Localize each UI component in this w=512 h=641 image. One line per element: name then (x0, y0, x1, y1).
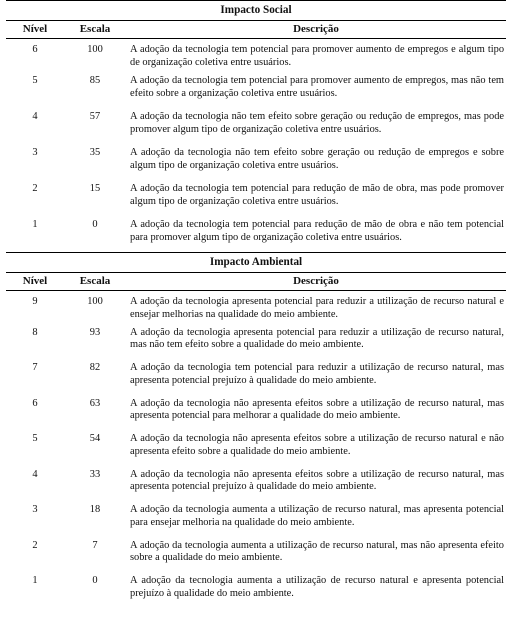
escala-cell: 100 (87, 296, 103, 307)
escala-cell: 93 (89, 326, 101, 338)
descricao-cell: A adoção da tecnologia não tem efeito sobre geração ou redução de empregos e sobre algum tipo de organização coletiva entre usuários. (130, 147, 505, 171)
descricao-cell: A adoção da tecnologia aumenta a utilização de recurso natural e apresenta potencial prejuízo à qualidade do meio ambiente. (130, 575, 505, 599)
descricao-cell: A adoção da tecnologia tem potencial para redução de mão de obra, mas pode promover algum tipo de organização coletiva entre usuários. (130, 183, 505, 207)
escala-cell: 54 (89, 433, 101, 444)
escala-cell: 15 (89, 183, 101, 194)
nivel-cell: 6 (32, 44, 38, 55)
table-row (6, 575, 506, 611)
descricao-cell: A adoção da tecnologia tem potencial para promover aumento de empregos, mas não tem efeito sobre a organização coletiva entre usuários. (130, 75, 505, 99)
escala-cell: 57 (89, 111, 101, 122)
escala-cell: 85 (89, 75, 101, 86)
nivel-header: Nível (6, 273, 64, 291)
table-row (6, 362, 506, 398)
descricao-cell: A adoção da tecnologia não apresenta efeitos sobre a utilização de recurso natural, mas apresenta potencial prejuízo à qualidade do meio ambiente. (130, 468, 505, 493)
descricao-cell: A adoção da tecnologia apresenta potencial para reduzir a utilização de recurso natural, mas não tem efeito sobre a qualidade do meio ambiente. (130, 326, 505, 351)
escala-cell: 0 (92, 575, 98, 586)
nivel-cell: 9 (32, 296, 38, 307)
table-row (6, 111, 506, 147)
table-row (6, 398, 506, 434)
nivel-cell: 1 (32, 575, 38, 586)
nivel-cell: 3 (32, 147, 38, 158)
table-row (6, 291, 506, 327)
environmental-impact-section (6, 253, 506, 611)
nivel-cell: 5 (32, 75, 38, 86)
escala-cell: 82 (89, 362, 101, 373)
table-row (6, 433, 506, 469)
table-row (6, 75, 506, 111)
table-row (6, 147, 506, 183)
nivel-cell: 8 (32, 326, 38, 338)
descricao-cell: A adoção da tecnologia aumenta a utilização de recurso natural, mas não apresenta efeito sobre a qualidade do meio ambiente. (130, 539, 505, 564)
table-row (6, 219, 506, 253)
impact-scale-table (6, 0, 506, 611)
social-section-title: Impacto Social (6, 1, 506, 21)
nivel-header: Nível (6, 21, 64, 39)
descricao-cell: A adoção da tecnologia aumenta a utilização de recurso natural, mas apresenta potencial para ensejar melhoria na qualidade do meio ambiente. (130, 504, 505, 528)
descricao-cell: A adoção da tecnologia não tem efeito sobre geração ou redução de empregos, mas pode promover algum tipo de organização coletiva entre usuários. (130, 111, 505, 135)
column-header-row (6, 273, 506, 291)
table-row (6, 183, 506, 219)
escala-cell: 7 (92, 539, 98, 551)
escala-cell: 0 (92, 219, 98, 230)
escala-cell: 18 (89, 504, 101, 515)
descricao-cell: A adoção da tecnologia tem potencial para reduzir a utilização de recurso natural, mas apresenta potencial prejuízo à qualidade do meio ambiente. (130, 362, 505, 386)
table-row (6, 504, 506, 540)
descricao-header: Descrição (126, 21, 506, 39)
table-row (6, 540, 506, 576)
section-title-row (6, 253, 506, 273)
social-impact-section (6, 1, 506, 253)
descricao-header: Descrição (126, 273, 506, 291)
escala-header: Escala (64, 273, 126, 291)
nivel-cell: 6 (32, 397, 38, 409)
column-header-row (6, 21, 506, 39)
section-title-row (6, 1, 506, 21)
nivel-cell: 2 (32, 539, 38, 551)
nivel-cell: 1 (32, 219, 38, 230)
descricao-cell: A adoção da tecnologia não apresenta efeitos sobre a utilização de recurso natural e não apresenta efeito sobre a qualidade do meio ambiente. (130, 433, 505, 457)
nivel-cell: 2 (32, 183, 38, 194)
nivel-cell: 5 (32, 433, 38, 444)
table-row (6, 39, 506, 76)
escala-cell: 100 (87, 44, 103, 55)
descricao-cell: A adoção da tecnologia não apresenta efeitos sobre a utilização de recurso natural, mas apresenta potencial para melhorar a qualidade do meio ambiente. (130, 397, 505, 422)
table-row (6, 327, 506, 363)
environmental-section-title: Impacto Ambiental (6, 253, 506, 273)
descricao-cell: A adoção da tecnologia tem potencial para promover aumento de empregos e algum tipo de organização coletiva entre usuários. (130, 44, 505, 68)
escala-header: Escala (64, 21, 126, 39)
escala-cell: 33 (89, 468, 101, 480)
nivel-cell: 7 (32, 362, 38, 373)
nivel-cell: 4 (32, 468, 38, 480)
escala-cell: 35 (89, 147, 101, 158)
nivel-cell: 4 (32, 111, 38, 122)
nivel-cell: 3 (32, 504, 38, 515)
descricao-cell: A adoção da tecnologia tem potencial para redução de mão de obra e não tem potencial para promover algum tipo de organização coletiva entre usuários. (130, 219, 505, 243)
table-row (6, 469, 506, 505)
escala-cell: 63 (89, 397, 101, 409)
descricao-cell: A adoção da tecnologia apresenta potencial para reduzir a utilização de recurso natural e ensejar melhorias na qualidade do meio ambiente. (130, 296, 505, 320)
